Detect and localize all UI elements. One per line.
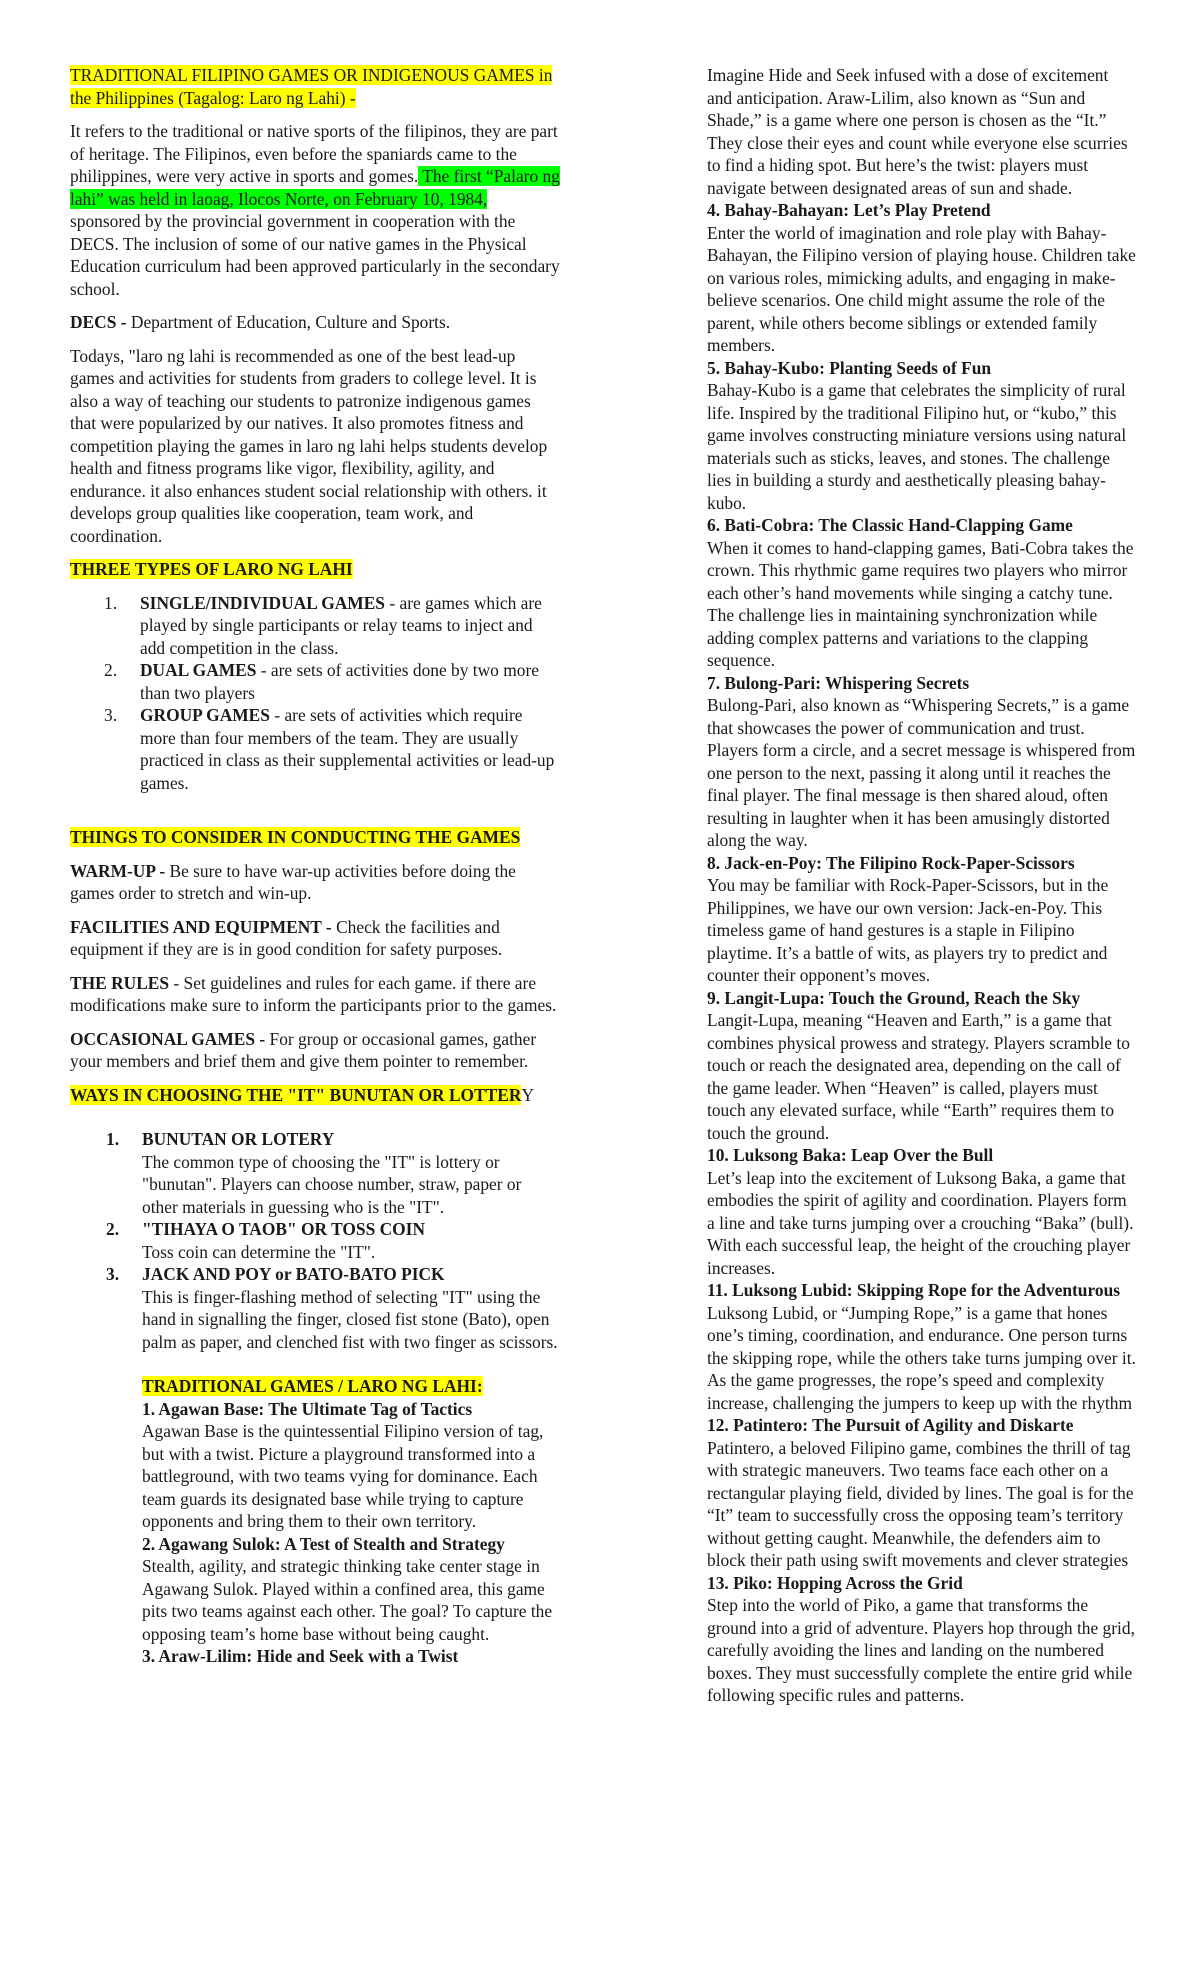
game-title: 3. Araw-Lilim: Hide and Seek with a Twist <box>142 1646 459 1666</box>
left-column <box>70 64 560 1668</box>
list-item: 1. BUNUTAN OR LOTERY The common type of choosing the "IT" is lottery or "bunutan". Players can choose number, straw, paper or other materials in guessing who is the "IT". <box>106 1129 522 1217</box>
types-list <box>70 592 560 795</box>
game-description: Enter the world of imagination and role play with Bahay-Bahayan, the Filipino version of playing house. Children take on various roles, mimicking adults, and engaging in make-believe scenarios. One child might assume the role of the parent, while others become siblings or extended family members. <box>707 222 1136 355</box>
document-title: TRADITIONAL FILIPINO GAMES OR INDIGENOUS GAMES in the Philippines (Tagalog: Laro ng Lahi) - <box>70 65 553 108</box>
ways-list <box>70 1128 560 1353</box>
game-title: 13. Piko: Hopping Across the Grid <box>707 1572 963 1593</box>
decs-definition: DECS - Department of Education, Culture and Sports. <box>70 312 451 332</box>
game-description: You may be familiar with Rock-Paper-Scissors, but in the Philippines, we have our own version: Jack-en-Poy. This timeless game of hand gestures is a staple in Filipino playtime. It’s a battle of wits, as players try to predict and counter their opponent’s moves. <box>707 875 1109 985</box>
list-item: 2. "TIHAYA O TAOB" OR TOSS COIN Toss coin can determine the "IT". <box>106 1219 426 1262</box>
list-item: 1. SINGLE/INDIVIDUAL GAMES - are games which are played by single participants or relay teams to inject and add competition in the class. <box>104 592 542 658</box>
games-section <box>70 1375 560 1668</box>
game-title: 9. Langit-Lupa: Touch the Ground, Reach the Sky <box>707 987 1081 1008</box>
game-description: Step into the world of Piko, a game that transforms the ground into a grid of adventure. Players hop through the grid, carefully avoiding the lines and landing on the numbered boxes. They must successfully complete the entire grid while following specific rules and patterns. <box>707 1595 1135 1705</box>
consider-item: THE RULES - Set guidelines and rules for each game. if there are modifications make sure to inform the participants prior to the games. <box>70 972 557 1015</box>
game-title: 2. Agawang Sulok: A Test of Stealth and Strategy <box>142 1533 505 1554</box>
game-description: Stealth, agility, and strategic thinking take center stage in Agawang Sulok. Played within a confined area, this game pits two teams against each other. The goal? To capture the opposing team’s home base without being caught. <box>142 1556 553 1644</box>
game-description: Bahay-Kubo is a game that celebrates the simplicity of rural life. Inspired by the traditional Filipino hut, or “kubo,” this game involves constructing miniature versions using natural materials such as sticks, leaves, and stones. The challenge lies in building a sturdy and aesthetically pleasing bahay-kubo. <box>707 380 1127 513</box>
game-title: 5. Bahay-Kubo: Planting Seeds of Fun <box>707 357 992 378</box>
game-description: When it comes to hand-clapping games, Bati-Cobra takes the crown. This rhythmic game requires two players who mirror each other’s hand movements while singing a catchy tune. The challenge lies in maintaining synchronization while adding complex patterns and variations to the clapping sequence. <box>707 537 1134 670</box>
game-description: Imagine Hide and Seek infused with a dose of excitement and anticipation. Araw-Lilim, also known as “Sun and Shade,” is a game where one person is chosen as the “It.” They close their eyes and count while everyone else scurries to find a hiding spot. But here’s the twist: players must navigate between designated areas of sun and shade. <box>707 65 1128 198</box>
game-title: 12. Patintero: The Pursuit of Agility and Diskarte <box>707 1415 1074 1435</box>
game-description: Luksong Lubid, or “Jumping Rope,” is a game that hones one’s timing, coordination, and endurance. One person turns the skipping rope, while the others take turns jumping over it. As the game progresses, the rope’s speed and complexity increase, challenging the jumpers to keep up with the rhythm <box>707 1302 1136 1413</box>
game-description: Langit-Lupa, meaning “Heaven and Earth,” is a game that combines physical prowess and strategy. Players scramble to touch or reach the designated area, depending on the call of the game leader. When “Heaven” is called, players must touch any elevated surface, while “Earth” requires them to touch the ground. <box>707 1010 1130 1143</box>
right-column <box>707 64 1136 1707</box>
games-heading: TRADITIONAL GAMES / LARO NG LAHI: <box>142 1376 483 1396</box>
game-title: 6. Bati-Cobra: The Classic Hand-Clapping Game <box>707 515 1073 535</box>
list-item: 3. JACK AND POY or BATO-BATO PICK This is finger-flashing method of selecting "IT" using the hand in signalling the finger, closed fist stone (Bato), open palm as paper, and clenched fist with two finger as scissors. <box>106 1264 558 1352</box>
game-description: Bulong-Pari, also known as “Whispering Secrets,” is a game that showcases the power of communication and trust. Players form a circle, and a secret message is whispered from one person to the next, passing it along until it reaches the final player. The final message is then shared aloud, often resulting in laughter when it has been amusingly distorted along the way. <box>707 695 1136 850</box>
game-title: 4. Bahay-Bahayan: Let’s Play Pretend <box>707 200 991 220</box>
game-title: 10. Luksong Baka: Leap Over the Bull <box>707 1145 994 1165</box>
list-item: 2. DUAL GAMES - are sets of activities done by two more than two players <box>104 660 539 703</box>
game-description: Agawan Base is the quintessential Filipino version of tag, but with a twist. Picture a playground transformed into a battleground, with two teams vying for dominance. Each team guards its designated base while trying to capture opponents and bring them to their own territory. <box>142 1421 544 1531</box>
game-description: Let’s leap into the excitement of Luksong Baka, a game that embodies the spirit of agility and coordination. Players form a line and take turns jumping over a crouching “Baka” (bull). With each successful leap, the height of the crouching player increases. <box>707 1167 1134 1278</box>
consider-item: WARM-UP - Be sure to have war-up activities before doing the games order to stretch and win-up. <box>70 860 516 903</box>
game-title: 7. Bulong-Pari: Whispering Secrets <box>707 672 970 693</box>
types-heading: THREE TYPES OF LARO NG LAHI <box>70 559 353 579</box>
highlighted-date: The first “Palaro ng lahi” was held in laoag, Ilocos Norte, on February 10, 1984, <box>70 166 560 209</box>
game-title: 1. Agawan Base: The Ultimate Tag of Tactics <box>142 1398 473 1419</box>
consider-heading: THINGS TO CONSIDER IN CONDUCTING THE GAMES <box>70 827 521 847</box>
consider-item: OCCASIONAL GAMES - For group or occasional games, gather your members and brief them and give them pointer to remember. <box>70 1028 537 1071</box>
game-title: 8. Jack-en-Poy: The Filipino Rock-Paper-Scissors <box>707 852 1075 873</box>
game-title: 11. Luksong Lubid: Skipping Rope for the Adventurous <box>707 1280 1121 1300</box>
game-description: Patintero, a beloved Filipino game, combines the thrill of tag with strategic maneuvers. Two teams face each other on a rectangular playing field, divided by lines. The goal is for the “It” team to successfully cross the opposing team’s territory without getting caught. Meanwhile, the defenders aim to block their path using swift movements and clever strategies <box>707 1437 1134 1570</box>
intro-paragraph: It refers to the traditional or native sports of the filipinos, they are part of heritage. The Filipinos, even before the spaniards came to the philippines, were very active in sports and gomes. The first “Palaro ng lahi” was held in laoag, Ilocos Norte, on February 10, 1984, sponsored by the provincial government in cooperation with the DECS. The inclusion of some of our native games in the Physical Education curriculum had been approved particularly in the secondary school. <box>70 121 560 299</box>
consider-item: FACILITIES AND EQUIPMENT - Check the facilities and equipment if they are is in good condition for safety purposes. <box>70 916 503 959</box>
todays-paragraph: Todays, "laro ng lahi is recommended as one of the best lead-up games and activities for students from graders to college level. It is also a way of teaching our students to patronize indigenous games that were popularized by our natives. It also promotes fitness and competition playing the games in laro ng lahi helps students develop health and fitness programs like vigor, flexibility, agility, and endurance. it also enhances student social relationship with others. it develops group qualities like cooperation, team work, and coordination. <box>70 345 548 546</box>
list-item: 3. GROUP GAMES - are sets of activities which require more than four members of the team. They are usually practiced in class as their supplemental activities or lead-up games. <box>104 705 555 793</box>
ways-heading: WAYS IN CHOOSING THE "IT" BUNUTAN OR LOTTERY <box>70 1084 535 1105</box>
